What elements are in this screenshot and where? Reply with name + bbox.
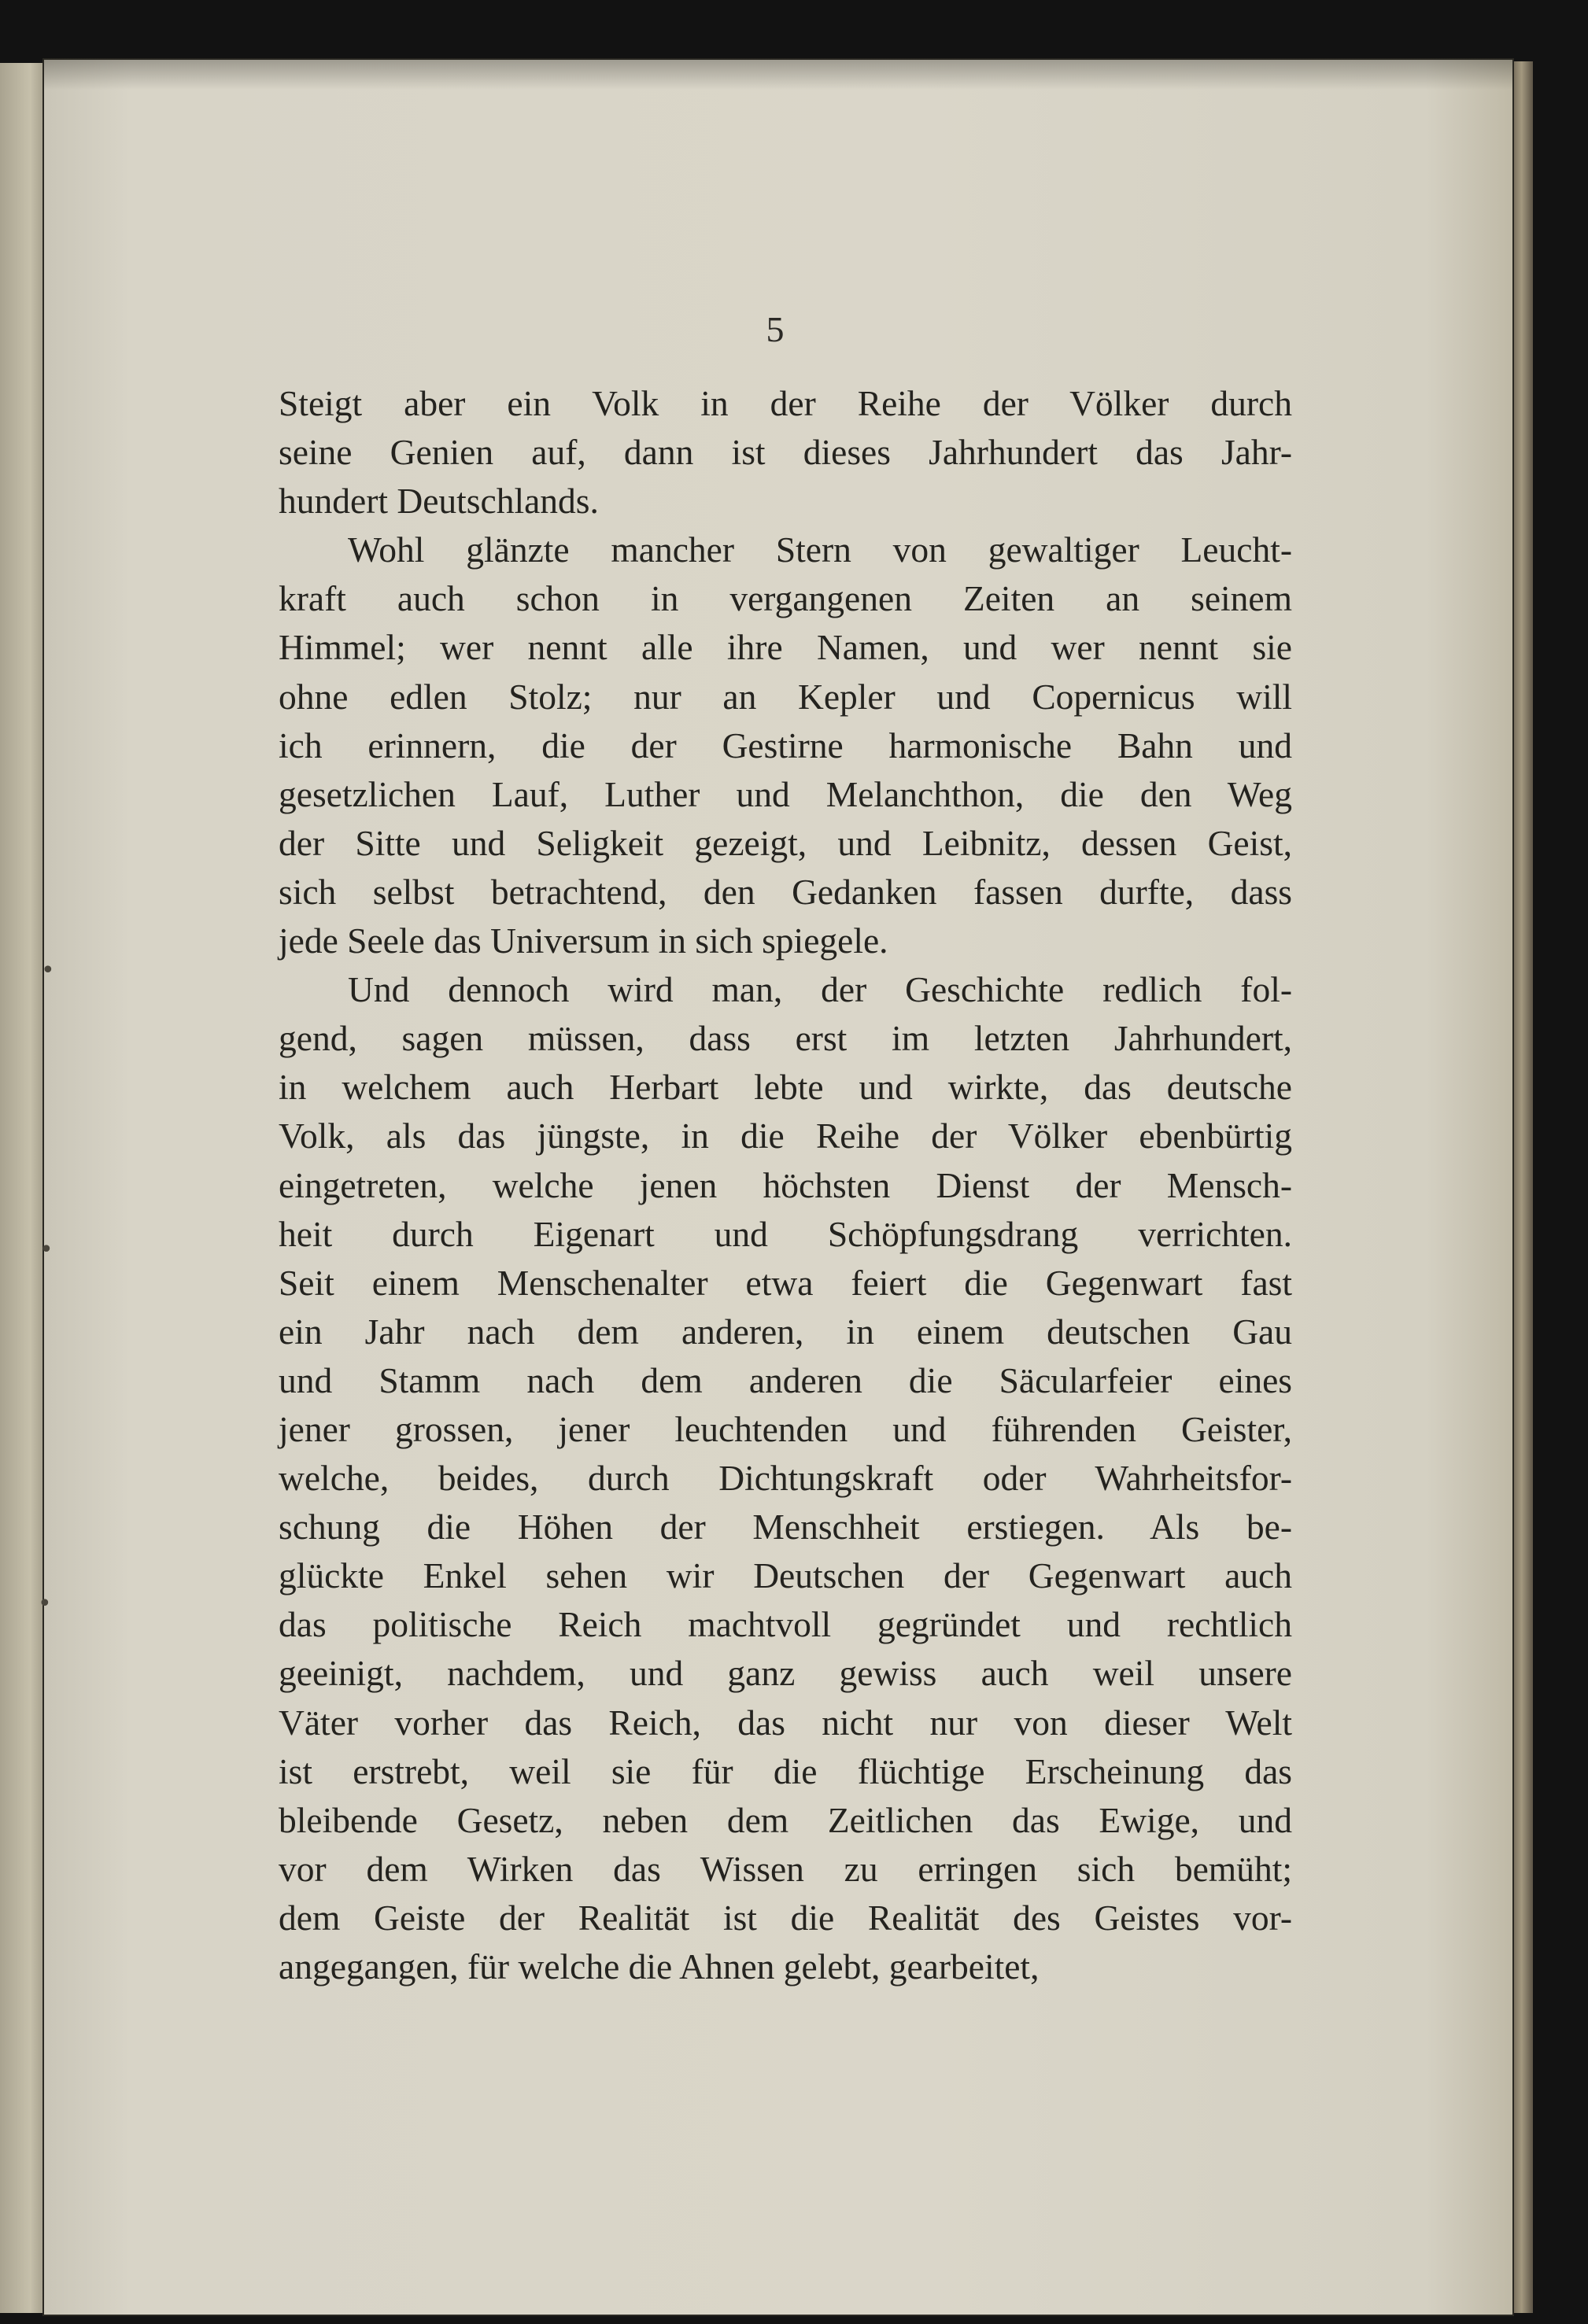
text-line: vor dem Wirken das Wissen zu erringen sich bemüht; (279, 1848, 1292, 1889)
text-line: ohne edlen Stolz; nur an Kepler und Copernicus will (279, 676, 1292, 717)
text-line: gesetzlichen Lauf, Luther und Melanchthon, die den Weg (279, 773, 1292, 814)
book-page (38, 58, 1514, 2316)
text-line: welche, beides, durch Dichtungskraft oder Wahrheitsfor- (279, 1458, 1292, 1499)
page-top-shadow (42, 58, 1514, 90)
text-line: hundert Deutschlands. (279, 481, 599, 522)
text-line: kraft auch schon in vergangenen Zeiten an seinem (279, 578, 1292, 619)
paragraph (279, 965, 1292, 1991)
text-line: Volk, als das jüngste, in die Reihe der Völker ebenbürtig (279, 1116, 1292, 1156)
text-line: jede Seele das Universum in sich spiegele. (279, 920, 888, 961)
text-line: geeinigt, nachdem, und ganz gewiss auch weil unsere (279, 1653, 1292, 1694)
text-line: schung die Höhen der Menschheit erstiegen. Als be- (279, 1507, 1292, 1547)
paragraph (279, 526, 1292, 965)
text-line: Himmel; wer nennt alle ihre Namen, und wer nennt sie (279, 627, 1292, 668)
margin-speck: • (41, 957, 55, 984)
body-text (279, 379, 1292, 1991)
paragraph (279, 379, 1292, 526)
text-line: der Sitte und Seligkeit gezeigt, und Leibnitz, dessen Geist, (279, 822, 1292, 863)
page-number: 5 (766, 309, 785, 349)
text-line: heit durch Eigenart und Schöpfungsdrang verrichten. (279, 1213, 1292, 1254)
text-line: ist erstrebt, weil sie für die flüchtige Erscheinung das (279, 1750, 1292, 1791)
text-line: Seit einem Menschenalter etwa feiert die Gegenwart fast (279, 1262, 1292, 1303)
page-stack-edge (1514, 61, 1533, 2313)
margin-speck: • (39, 1236, 54, 1263)
margin-speck: • (38, 1590, 52, 1618)
text-line: dem Geiste der Realität ist die Realität des Geistes vor- (279, 1897, 1292, 1938)
text-line: Wohl glänzte mancher Stern von gewaltiger Leucht- (348, 529, 1292, 570)
text-line: ich erinnern, die der Gestirne harmonische Bahn und (279, 725, 1292, 765)
text-line: glückte Enkel sehen wir Deutschen der Gegenwart auch (279, 1555, 1292, 1596)
text-line: Väter vorher das Reich, das nicht nur von dieser Welt (279, 1702, 1292, 1743)
text-line: Steigt aber ein Volk in der Reihe der Völker durch (279, 383, 1292, 423)
text-line: ein Jahr nach dem anderen, in einem deutschen Gau (279, 1311, 1292, 1352)
text-line: seine Genien auf, dann ist dieses Jahrhundert das Jahr- (279, 432, 1292, 473)
text-line: in welchem auch Herbart lebte und wirkte, das deutsche (279, 1067, 1292, 1108)
text-line: gend, sagen müssen, dass erst im letzten Jahrhundert, (279, 1018, 1292, 1059)
text-line: eingetreten, welche jenen höchsten Dienst der Mensch- (279, 1164, 1292, 1205)
text-line: bleibende Gesetz, neben dem Zeitlichen das Ewige, und (279, 1799, 1292, 1840)
text-line: sich selbst betrachtend, den Gedanken fassen durfte, dass (279, 871, 1292, 912)
text-line: jener grossen, jener leuchtenden und führenden Geister, (279, 1408, 1292, 1449)
text-line: das politische Reich machtvoll gegründet und rechtlich (279, 1604, 1292, 1645)
text-line: Und dennoch wird man, der Geschichte redlich fol- (348, 969, 1292, 1010)
text-line: angegangen, für welche die Ahnen gelebt, gearbeitet, (279, 1946, 1040, 1986)
text-line: und Stamm nach dem anderen die Säcularfeier eines (279, 1359, 1292, 1400)
